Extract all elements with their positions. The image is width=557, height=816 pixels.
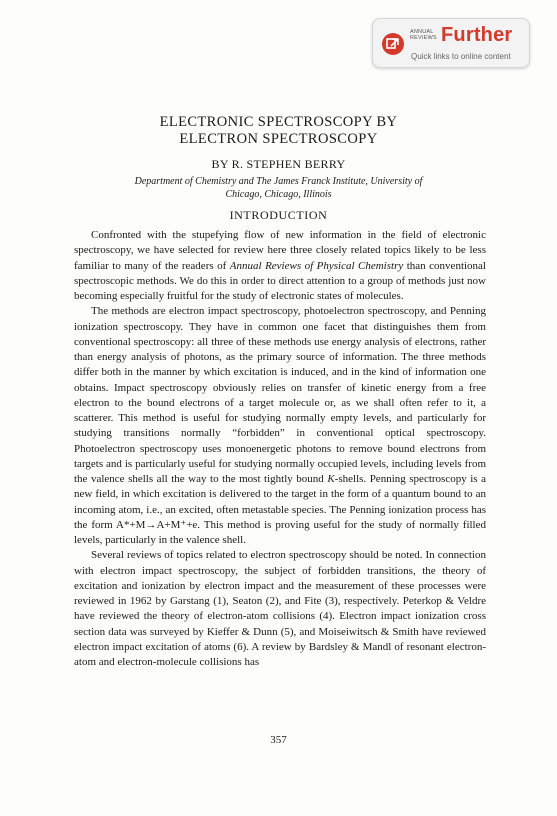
further-links-badge[interactable] xyxy=(372,18,530,68)
article-title-line-2: ELECTRON SPECTROSCOPY xyxy=(179,131,378,147)
further-arrow-icon xyxy=(382,33,404,55)
further-subtitle: Quick links to online content xyxy=(411,52,511,61)
article-title-line-1: ELECTRONIC SPECTROSCOPY BY xyxy=(159,114,398,130)
brand-line-2: REVIEWS xyxy=(410,35,437,41)
journal-name: Annual Reviews of Physical Chemistry xyxy=(229,259,404,272)
paragraph: Confronted with the stupefying flow of new information in the field of electronic spectroscopy, we have selected for review here three closely related topics likely to be less familiar to many of the readers of Annual Reviews of Physical Chemistry than conventional spectroscopic methods. We do this in order to direct attention to a group of methods just now becoming especially fruitful for the study of electronic states of molecules. xyxy=(74,229,486,302)
paragraph: Several reviews of topics related to electron spectroscopy should be noted. In connection with electron impact spectroscopy, the subject of forbidden transitions, the theory of excitation and ionization by electron impact and the measurement of these processes were reviewed in 1962 by Garstang (1), Seaton (2), and Fite (3), respectively. Peterkop & Veldre have reviewed the theory of electron-atom collisions (4). Electron impact ionization cross section data was surveyed by Kieffer & Dunn (5), and Moiseiwitsch & Smith have reviewed electron impact excitation of atoms (6). A review by Bardsley & Mandl of resonant electron-atom and electron-molecule collisions has xyxy=(74,549,486,668)
affiliation-line-1: Department of Chemistry and The James Franck Institute, University of xyxy=(134,176,423,187)
annual-reviews-logo-text xyxy=(410,29,440,41)
section-heading: INTRODUCTION xyxy=(229,208,328,222)
affiliation-line-2: Chicago, Chicago, Illinois xyxy=(225,189,332,200)
page-number: 357 xyxy=(270,734,287,746)
author-byline: BY R. STEPHEN BERRY xyxy=(211,157,346,171)
brand-line-1: ANNUAL xyxy=(410,29,434,35)
paragraph: The methods are electron impact spectroscopy, photoelectron spectroscopy, and Penning ionization spectroscopy. They have in common one facet that distinguishes them from conventional spectroscopy: all three of these methods use energy analysis of electrons, rather than energy analysis of photons, as the primary source of information. The three methods differ both in the manner by which excitation is induced, and in the kind of information one obtains. Impact spectroscopy obviously relies on transfer of kinetic energy from a free electron to the bound electrons of a target molecule or, as we shall often refer to it, a scatterer. This method is useful for studying normally empty levels, and particularly for studying transitions normally “forbidden” in conventional optical spectroscopy. Photoelectron spectroscopy uses monoenergetic photons to remove bound electrons from targets and is particularly useful for studying normally occupied levels, including levels from the valence shells all the way to the most tightly bound K-shells. Penning spectroscopy is a new field, in which excitation is delivered to the target in the form of a quantum bound to an incoming atom, i.e., an excited, often metastable species. The Penning ionization process has the form A*+M→A+M⁺+e. This method is proving useful for the study of normally filled levels, particularly in the valence shell. xyxy=(74,305,486,546)
article-body xyxy=(74,228,486,670)
further-title: Further xyxy=(441,24,513,46)
italic-symbol: K xyxy=(327,473,335,485)
